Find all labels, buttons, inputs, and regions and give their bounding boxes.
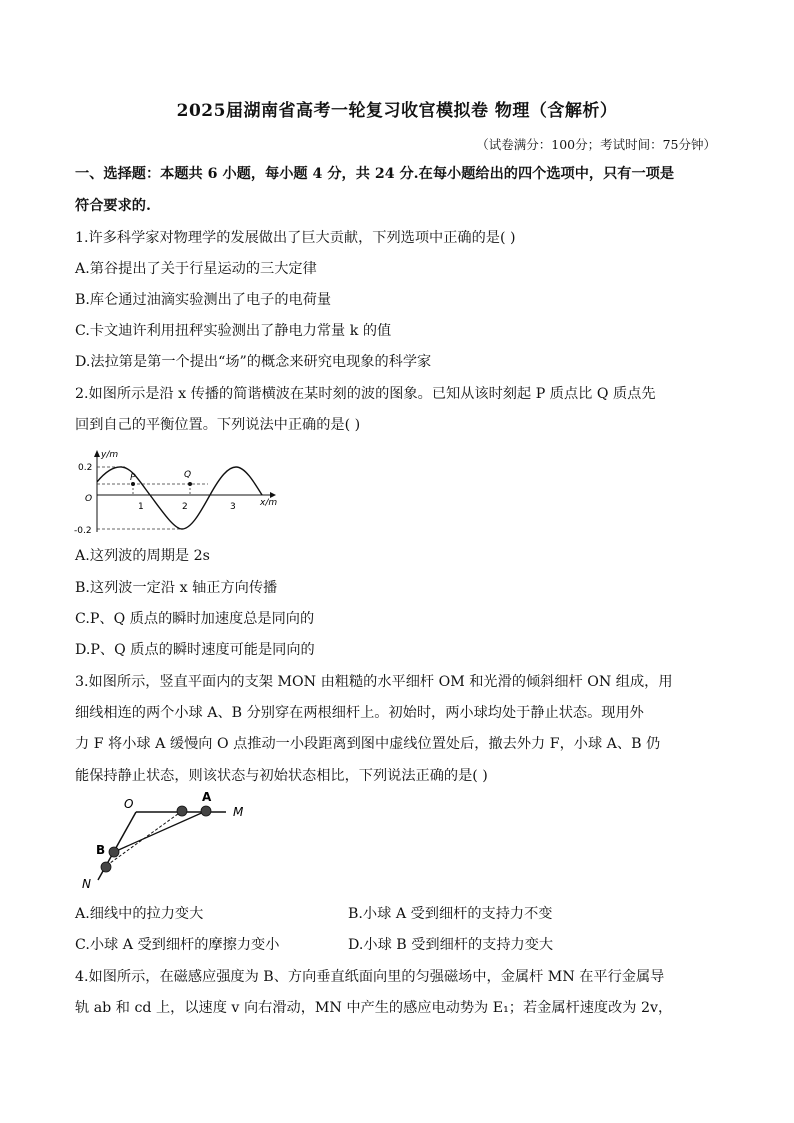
q2-stem-line1: 2.如图所示是沿 x 传播的简谐横波在某时刻的波的图象。已知从该时刻起 P 质点比 Q 质点先 xyxy=(75,386,656,402)
support-frame-figure xyxy=(76,790,266,890)
x-tick-3: 3 xyxy=(230,502,236,512)
q4-stem-line1: 4.如图所示，在磁感应强度为 B、方向垂直纸面向里的匀强磁场中，金属杆 MN 在平行金属导 xyxy=(75,969,665,985)
label-b: B xyxy=(96,843,106,857)
string-final xyxy=(106,811,182,866)
exam-meta: （试卷满分：100分；考试时间：75分钟） xyxy=(476,137,716,152)
ball-b-final xyxy=(101,862,111,872)
q3-stem-line4: 能保持静止状态，则该状态与初始状态相比，下列说法正确的是( ) xyxy=(75,768,488,784)
q3-stem-line1: 3.如图所示，竖直平面内的支架 MON 由粗糙的水平细杆 OM 和光滑的倾斜细杆 ON 组成，用 xyxy=(75,674,673,690)
q3-stem-line2: 细线相连的两个小球 A、B 分别穿在两根细杆上。初始时，两小球均处于静止状态。现用外 xyxy=(75,705,644,721)
q3-stem-line3: 力 F 将小球 A 缓慢向 O 点推动一小段距离到图中虚线位置处后，撤去外力 F，小球 A、B 仍 xyxy=(75,736,661,752)
q3-option-b: B.小球 A 受到细杆的支持力不变 xyxy=(348,906,553,922)
q1-option-b: B.库仑通过油滴实验测出了电子的电荷量 xyxy=(75,292,332,308)
ball-b xyxy=(109,847,119,857)
label-a: A xyxy=(202,790,212,804)
q3-option-a: A.细线中的拉力变大 xyxy=(75,906,204,922)
q1-option-a: A.第谷提出了关于行星运动的三大定律 xyxy=(75,261,317,277)
label-m: M xyxy=(233,805,244,819)
q2-stem-line2: 回到自己的平衡位置。下列说法中正确的是( ) xyxy=(75,417,361,433)
section-heading-line2: 符合要求的. xyxy=(75,198,151,214)
q3-option-d: D.小球 B 受到细杆的支持力变大 xyxy=(348,937,554,953)
ball-a xyxy=(201,806,211,816)
point-p-label: P xyxy=(130,473,136,483)
q1-stem: 1.许多科学家对物理学的发展做出了巨大贡献，下列选项中正确的是( ) xyxy=(75,230,516,246)
q1-option-c: C.卡文迪许利用扭秤实验测出了静电力常量 k 的值 xyxy=(75,323,392,339)
q2-option-a: A.这列波的周期是 2s xyxy=(75,548,210,564)
y-tick-bottom: -0.2 xyxy=(74,526,92,536)
label-o: O xyxy=(124,797,134,811)
origin-label: O xyxy=(85,494,93,504)
section-heading-line1: 一、选择题：本题共 6 小题，每小题 4 分，共 24 分.在每小题给出的四个选项中，只有一项是 xyxy=(75,166,675,182)
point-q-marker xyxy=(188,482,192,486)
string-initial xyxy=(114,811,206,852)
page-title: 2025届湖南省高考一轮复习收官模拟卷 物理（含解析） xyxy=(176,101,618,121)
q4-stem-line2: 轨 ab 和 cd 上，以速度 v 向右滑动，MN 中产生的感应电动势为 E₁；若金属杆速度改为 2v， xyxy=(75,1000,673,1016)
q3-option-c: C.小球 A 受到细杆的摩擦力变小 xyxy=(75,937,280,953)
wave-curve xyxy=(97,467,262,529)
wave-graph-figure xyxy=(70,447,285,537)
q2-option-c: C.P、Q 质点的瞬时加速度总是同向的 xyxy=(75,611,315,627)
x-axis-label: x/m xyxy=(260,498,278,508)
ball-a-final xyxy=(177,806,187,816)
x-tick-1: 1 xyxy=(138,502,144,512)
q2-option-d: D.P、Q 质点的瞬时速度可能是同向的 xyxy=(75,642,315,658)
y-axis-label: y/m xyxy=(101,450,119,460)
x-tick-2: 2 xyxy=(182,502,188,512)
q2-option-b: B.这列波一定沿 x 轴正方向传播 xyxy=(75,580,278,596)
y-axis-arrow xyxy=(94,450,100,457)
point-q-label: Q xyxy=(184,470,192,480)
q1-option-d: D.法拉第是第一个提出“场”的概念来研究电现象的科学家 xyxy=(75,354,432,370)
y-tick-top: 0.2 xyxy=(78,463,93,473)
label-n: N xyxy=(82,877,91,890)
